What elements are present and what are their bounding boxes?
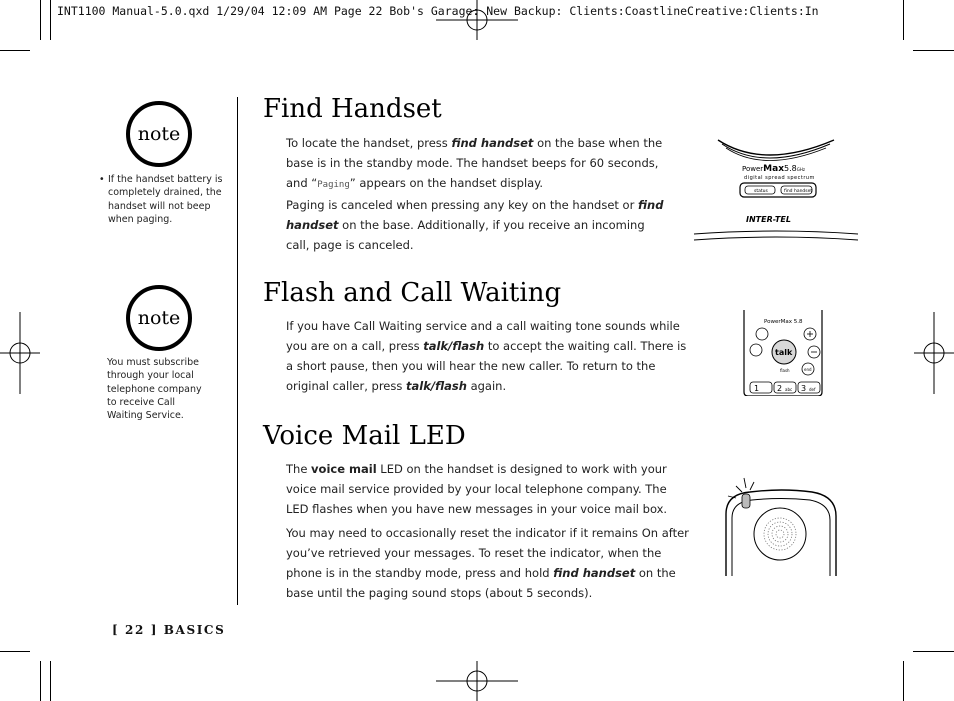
text-run: again. xyxy=(466,379,507,393)
voice-mail-led-icon xyxy=(742,494,750,508)
key-2-letters: abc xyxy=(785,387,793,392)
base-brand-label: PowerMax5.8GHz xyxy=(742,164,805,174)
text-run: To locate the handset, press xyxy=(286,136,452,150)
label-voice-mail: voice mail xyxy=(311,462,377,476)
voice-mail-body xyxy=(286,459,691,603)
text-run: If you have Call Waiting service and a call waiting tone sounds while you are on a call, press xyxy=(286,319,680,353)
command-talk-flash: talk/flash xyxy=(423,339,485,353)
crop-mark xyxy=(50,0,51,40)
crop-mark xyxy=(0,50,30,51)
text-run: Paging is canceled when pressing any key on the handset or xyxy=(286,198,638,212)
section-title-flash-call-waiting: Flash and Call Waiting xyxy=(263,278,562,308)
text-run: on the base. Additionally, if you receive an incoming call, page is canceled. xyxy=(286,218,645,252)
page-footer: [ 22 ] BASICS xyxy=(112,623,226,637)
base-tagline: digital spread spectrum xyxy=(744,175,815,181)
crop-mark xyxy=(903,661,904,701)
voice-mail-paragraph-2 xyxy=(286,523,691,603)
side-note-text: If the handset battery is completely drained, the handset will not beep when paging. xyxy=(108,174,223,225)
section-title-voice-mail-led: Voice Mail LED xyxy=(263,421,466,451)
side-note-text: You must subscribe through your local telephone company to receive Call Waiting Service. xyxy=(107,357,202,422)
voice-mail-paragraph-1 xyxy=(286,459,691,519)
note-badge-label: note xyxy=(137,307,181,329)
led-flash-rays-icon xyxy=(728,478,754,498)
print-slug-line: INT1100 Manual-5.0.qxd 1/29/04 12:09 AM Page 22 Bob's Garage: New Backup: Clients:CoastlineCreative:Clients:In xyxy=(57,4,819,18)
note-badge-icon xyxy=(126,285,192,351)
find-handset-button-label: find handset xyxy=(784,189,813,194)
bullet-icon: • xyxy=(99,174,105,185)
handset-brand-label: PowerMax 5.8 xyxy=(764,319,803,325)
note-badge-label: note xyxy=(137,123,181,145)
command-talk-flash: talk/flash xyxy=(406,379,467,393)
text-run: ” appears on the handset display. xyxy=(349,176,544,190)
command-find-handset: find handset xyxy=(286,198,664,232)
crop-mark xyxy=(50,661,51,701)
flash-paragraph xyxy=(286,316,694,396)
crop-mark xyxy=(40,0,41,40)
crop-mark xyxy=(913,50,954,51)
text-run: You may need to occasionally reset the indicator if it remains On after you’ve retrieved your messages. To reset the indicator, when the phone is in the standby mode, press and hold xyxy=(286,526,689,580)
command-find-handset: find handset xyxy=(451,136,534,150)
end-key-label: end xyxy=(804,367,812,372)
lcd-paging-text: Paging xyxy=(317,180,350,190)
side-note-call-waiting xyxy=(107,356,207,422)
find-handset-paragraph-1 xyxy=(286,133,666,195)
key-3-letters: def xyxy=(809,387,816,392)
key-2-label: 2 xyxy=(777,384,783,393)
registration-mark-left xyxy=(0,312,40,394)
handset-led-illustration xyxy=(722,474,842,578)
side-note-battery xyxy=(99,173,229,226)
crop-mark xyxy=(903,0,904,40)
text-run: to accept the waiting call. There is a short pause, then you will hear the new caller. To return to the original caller, press xyxy=(286,339,687,393)
talk-button-label: talk xyxy=(775,348,793,357)
flash-key-label: flash xyxy=(780,368,790,373)
menu-key-icon[interactable] xyxy=(756,328,768,340)
crop-mark xyxy=(40,661,41,701)
flash-body xyxy=(286,316,694,396)
section-title-find-handset: Find Handset xyxy=(263,94,442,124)
command-find-handset: find handset xyxy=(553,566,636,580)
note-badge-icon xyxy=(126,101,192,167)
key-3-label: 3 xyxy=(801,384,807,393)
text-run: The xyxy=(286,462,312,476)
find-handset-body xyxy=(286,133,666,255)
handset-keypad-illustration xyxy=(740,310,826,396)
crop-mark xyxy=(913,651,954,652)
registration-mark-bottom xyxy=(436,661,518,701)
inter-tel-logo-text: INTER-TEL xyxy=(746,215,791,224)
key-1-label: 1 xyxy=(754,384,760,393)
voice-mail-key-icon[interactable] xyxy=(750,344,762,356)
base-unit-illustration xyxy=(692,136,860,248)
registration-mark-right xyxy=(914,312,954,394)
status-button-label: status xyxy=(754,189,768,194)
column-divider xyxy=(237,97,238,605)
registration-mark-top xyxy=(436,0,518,40)
text-run: on the base when the base is in the standby mode. The handset beeps for 60 seconds, and “ xyxy=(286,136,663,190)
text-run: LED on the handset is designed to work with your voice mail service provided by your local telephone company. The LED flashes when you have new messages in your voice mail box. xyxy=(286,462,668,516)
crop-mark xyxy=(0,651,30,652)
find-handset-paragraph-2 xyxy=(286,195,666,255)
text-run: on the base until the paging sound stops (about 5 seconds). xyxy=(286,566,676,600)
